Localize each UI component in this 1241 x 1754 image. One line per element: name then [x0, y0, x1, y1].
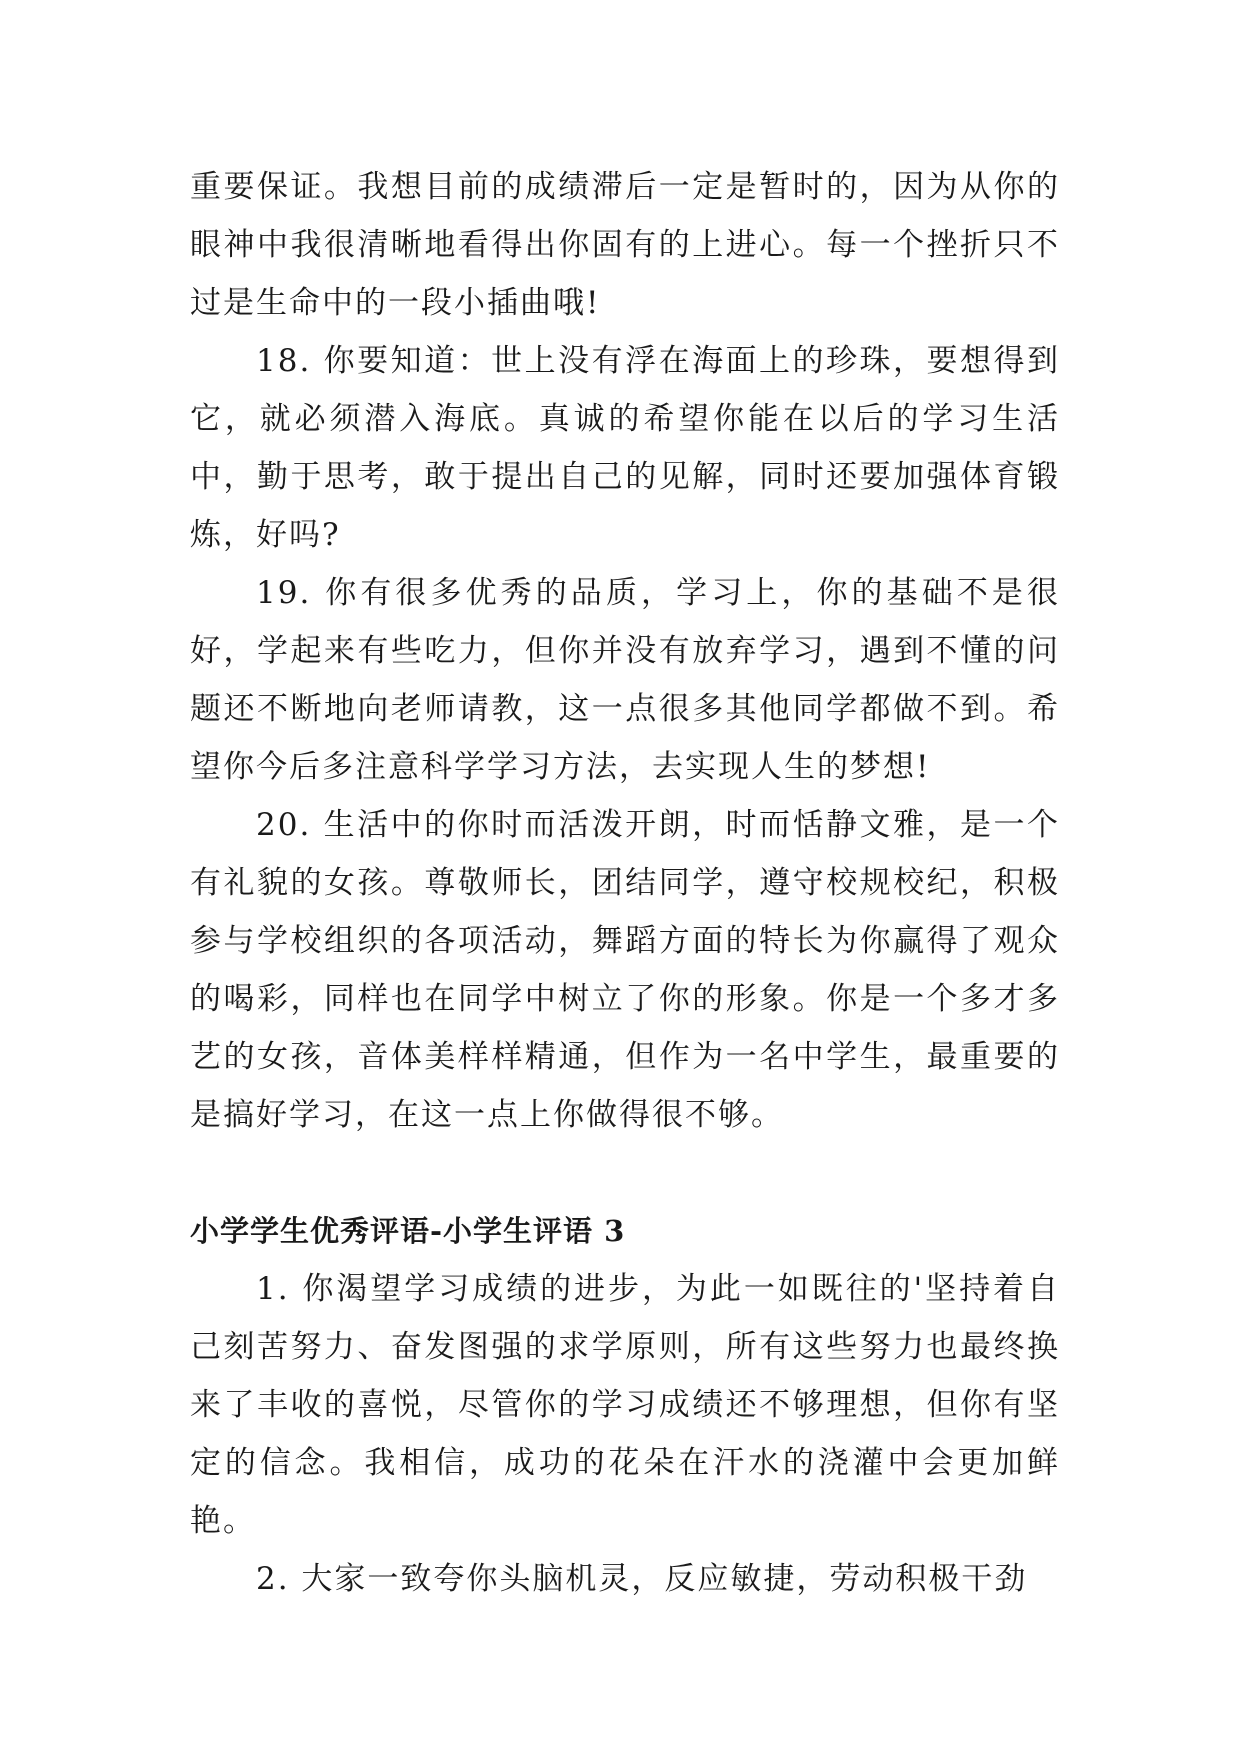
- paragraph-item-19: 19. 你有很多优秀的品质，学习上，你的基础不是很好，学起来有些吃力，但你并没有放弃学习，遇到不懂的问题还不断地向老师请教，这一点很多其他同学都做不到。希望你今后多注意科学学习方法，去实现人生的梦想!: [190, 575, 1060, 785]
- paragraph-item-18: 18. 你要知道：世上没有浮在海面上的珍珠，要想得到它，就必须潜入海底。真诚的希望你能在以后的学习生活中，勤于思考，敢于提出自己的见解，同时还要加强体育锻炼，好吗?: [190, 343, 1060, 553]
- paragraph-item-20: 20. 生活中的你时而活泼开朗，时而恬静文雅，是一个有礼貌的女孩。尊敬师长，团结同学，遵守校规校纪，积极参与学校组织的各项活动，舞蹈方面的特长为你赢得了观众的喝彩，同样也在同学中树立了你的形象。你是一个多才多艺的女孩，音体美样样精通，但作为一名中学生，最重要的是搞好学习，在这一点上你做得很不够。: [190, 807, 1060, 1133]
- paragraph-item-2: 2. 大家一致夸你头脑机灵，反应敏捷，劳动积极干劲: [256, 1561, 1028, 1597]
- paragraph-item-1: 1. 你渴望学习成绩的进步，为此一如既往的'坚持着自己刻苦努力、奋发图强的求学原则，所有这些努力也最终换来了丰收的喜悦，尽管你的学习成绩还不够理想，但你有坚定的信念。我相信，成功的花朵在汗水的浇灌中会更加鲜艳。: [190, 1271, 1060, 1539]
- section-title: 小学学生优秀评语-小学生评语 3: [190, 1214, 626, 1248]
- paragraph-continuation: 重要保证。我想目前的成绩滞后一定是暂时的，因为从你的眼神中我很清晰地看得出你固有的上进心。每一个挫折只不过是生命中的一段小插曲哦!: [190, 169, 1060, 321]
- document-body: [190, 158, 1060, 1608]
